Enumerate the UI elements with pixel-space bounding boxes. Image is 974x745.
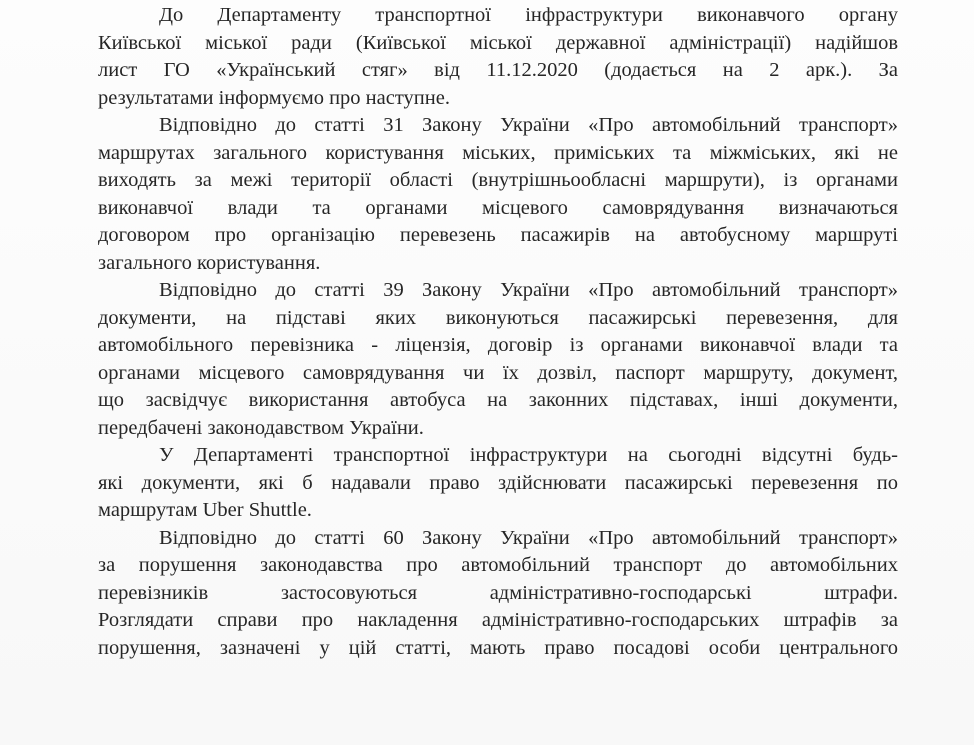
text-line: які документи, які б надавали право здійснювати пасажирські перевезення по (98, 471, 898, 494)
paragraph-5 (98, 525, 898, 663)
text-line: що засвідчує використання автобуса на законних підставах, інші документи, (98, 389, 898, 411)
paragraph-4 (98, 442, 898, 525)
text-line: органами місцевого самоврядування чи їх дозвіл, паспорт маршруту, документ, (98, 361, 898, 384)
text-line: результатами інформуємо про наступне. (98, 86, 450, 109)
text-line: До Департаменту транспортної інфраструктури виконавчого органу (159, 4, 898, 26)
text-line: порушення, зазначені у цій статті, мають право посадові особи центрального (98, 636, 898, 659)
paragraph-3 (98, 277, 898, 442)
text-line: маршрутах загального користування міських, приміських та міжміських, які не (98, 141, 898, 164)
text-line: за порушення законодавства про автомобільний транспорт до автомобільних (98, 554, 898, 576)
text-line: маршрутам Uber Shuttle. (98, 499, 312, 521)
text-line: Відповідно до статті 60 Закону України «Про автомобільний транспорт» (159, 526, 898, 549)
text-line: Розглядати справи про накладення адміністративно-господарських штрафів за (98, 609, 898, 631)
text-line: Відповідно до статті 39 Закону України «Про автомобільний транспорт» (159, 279, 898, 301)
text-line: У Департаменті транспортної інфраструктури на сьогодні відсутні будь- (159, 444, 898, 466)
text-line: передбачені законодавством України. (98, 416, 424, 439)
paragraph-1 (98, 2, 898, 112)
text-line: договором про організацію перевезень пасажирів на автобусному маршруті (98, 224, 898, 246)
text-line: загального користування. (98, 251, 321, 274)
text-line: лист ГО «Український стяг» від 11.12.2020 (додається на 2 арк.). За (98, 59, 898, 81)
document-body (98, 2, 898, 662)
text-line: автомобільного перевізника - ліцензія, договір із органами виконавчої влади та (98, 334, 898, 356)
text-line: документи, на підставі яких виконуються пасажирські перевезення, для (98, 306, 898, 329)
text-line: виконавчої влади та органами місцевого самоврядування визначаються (98, 196, 898, 219)
text-line: перевізників застосовуються адміністративно-господарські штрафи. (98, 581, 898, 604)
text-line: Відповідно до статті 31 Закону України «Про автомобільний транспорт» (159, 114, 898, 136)
text-line: виходять за межі території області (внутрішньообласні маршрути), із органами (98, 169, 898, 191)
text-line: Київської міської ради (Київської міської державної адміністрації) надійшов (98, 31, 898, 54)
paragraph-2 (98, 112, 898, 277)
